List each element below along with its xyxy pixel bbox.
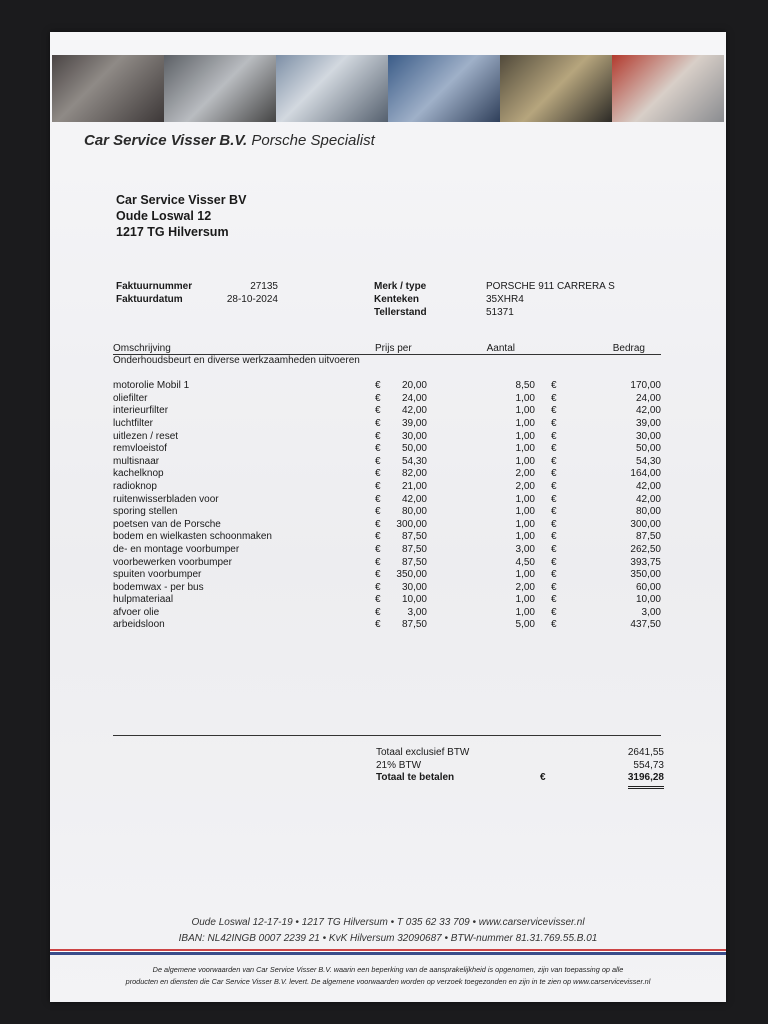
footer-address-line: Oude Loswal 12-17-19 • 1217 TG Hilversum • T 035 62 33 709 • www.carservicevisser.nl [191, 917, 585, 928]
col-quantity: Aantal [427, 342, 551, 355]
item-description: voorbewerken voorbumper [113, 556, 232, 568]
engine-photo-4 [388, 55, 500, 122]
vehicle-values [486, 280, 615, 319]
cell-spacer [535, 582, 551, 595]
cell-spacer [535, 569, 551, 582]
item-quantity: 1,00 [515, 594, 535, 606]
table-row [113, 456, 661, 469]
item-quantity: 8,50 [515, 380, 535, 392]
item-amount-currency: € [551, 493, 557, 505]
cell-spacer [535, 607, 551, 620]
table-row [113, 519, 661, 532]
item-amount-currency: € [551, 531, 557, 543]
item-price-currency: € [375, 380, 381, 392]
vehicle-odometer-label: Tellerstand [374, 307, 427, 318]
item-unit-price: 82,00 [401, 468, 427, 480]
recipient-address [116, 192, 246, 240]
company-footer [50, 915, 726, 947]
table-row [113, 569, 661, 582]
invoice-sheet [50, 32, 726, 1002]
item-quantity: 2,00 [515, 480, 535, 492]
grand-total-label: Totaal te betalen [376, 772, 455, 783]
cell-spacer [535, 431, 551, 444]
col-amount: Bedrag [551, 342, 661, 355]
cell-spacer [535, 481, 551, 494]
table-row [113, 582, 661, 595]
engine-photo-1 [52, 55, 164, 122]
item-quantity: 5,00 [515, 619, 535, 631]
cell-spacer [535, 594, 551, 607]
item-amount: 164,00 [630, 468, 661, 480]
cell-spacer [535, 468, 551, 481]
item-amount-currency: € [551, 405, 557, 417]
item-quantity: 1,00 [515, 531, 535, 543]
item-quantity: 3,00 [515, 543, 535, 555]
item-amount: 60,00 [635, 581, 661, 593]
item-price-currency: € [375, 493, 381, 505]
intro-row [113, 355, 661, 368]
table-row [113, 481, 661, 494]
engine-photo-banner [52, 55, 724, 122]
item-amount-currency: € [551, 468, 557, 480]
item-description: radioknop [113, 480, 157, 492]
col-description: Omschrijving [113, 342, 375, 355]
item-quantity: 1,00 [515, 430, 535, 442]
table-row [113, 405, 661, 418]
item-quantity: 1,00 [515, 569, 535, 581]
table-row [113, 531, 661, 544]
item-unit-price: 42,00 [401, 405, 427, 417]
item-amount-currency: € [551, 392, 557, 404]
item-amount-currency: € [551, 455, 557, 467]
cell-spacer [535, 456, 551, 469]
item-description: ruitenwisserbladen voor [113, 493, 219, 505]
item-description: poetsen van de Porsche [113, 518, 221, 530]
item-amount: 42,00 [635, 493, 661, 505]
vehicle-plate: 35XHR4 [486, 294, 524, 305]
item-unit-price: 87,50 [401, 619, 427, 631]
item-amount-currency: € [551, 581, 557, 593]
cell-spacer [535, 519, 551, 532]
item-amount-currency: € [551, 443, 557, 455]
cell-spacer [535, 544, 551, 557]
table-row [113, 594, 661, 607]
item-price-currency: € [375, 417, 381, 429]
item-price-currency: € [375, 581, 381, 593]
item-description: bodemwax - per bus [113, 581, 204, 593]
item-amount: 80,00 [635, 506, 661, 518]
invoice-number: 27135 [250, 281, 278, 292]
item-description: uitlezen / reset [113, 430, 179, 442]
cell-spacer [535, 418, 551, 431]
subtotal-label: Totaal exclusief BTW [376, 747, 470, 758]
item-unit-price: 300,00 [396, 518, 427, 530]
item-price-currency: € [375, 430, 381, 442]
vehicle-make: PORSCHE 911 CARRERA S [486, 281, 615, 292]
engine-photo-6 [612, 55, 724, 122]
address-line: Car Service Visser BV [116, 193, 247, 207]
item-amount-currency: € [551, 430, 557, 442]
table-row [113, 619, 661, 632]
item-unit-price: 87,50 [401, 543, 427, 555]
item-price-currency: € [375, 443, 381, 455]
vat-value: 554,73 [633, 759, 664, 771]
item-price-currency: € [375, 556, 381, 568]
invoice-number-label: Faktuurnummer [116, 281, 193, 292]
item-amount-currency: € [551, 606, 557, 618]
item-unit-price: 24,00 [401, 392, 427, 404]
item-quantity: 1,00 [515, 405, 535, 417]
item-description: luchtfilter [113, 417, 154, 429]
footer-bank-line: IBAN: NL42INGB 0007 2239 21 • KvK Hilversum 32090687 • BTW-nummer 81.31.769.55.B.01 [178, 933, 598, 944]
item-amount: 350,00 [630, 569, 661, 581]
table-row [113, 443, 661, 456]
item-amount: 262,50 [630, 543, 661, 555]
address-line: Oude Loswal 12 [116, 209, 212, 223]
item-amount: 437,50 [630, 619, 661, 631]
item-description: remvloeistof [113, 443, 167, 455]
item-unit-price: 3,00 [407, 606, 427, 618]
item-price-currency: € [375, 468, 381, 480]
item-unit-price: 42,00 [401, 493, 427, 505]
item-quantity: 1,00 [515, 417, 535, 429]
item-amount: 24,00 [635, 392, 661, 404]
item-price-currency: € [375, 392, 381, 404]
item-amount-currency: € [551, 518, 557, 530]
invoice-meta-values [224, 280, 278, 306]
item-description: kachelknop [113, 468, 164, 480]
item-price-currency: € [375, 506, 381, 518]
item-quantity: 1,00 [515, 506, 535, 518]
subtotal-value: 2641,55 [627, 747, 664, 758]
item-amount-currency: € [551, 543, 557, 555]
item-quantity: 4,50 [515, 556, 535, 568]
item-amount-currency: € [551, 594, 557, 606]
item-unit-price: 350,00 [396, 569, 427, 581]
table-row [113, 557, 661, 570]
grand-total-currency: € [540, 772, 546, 783]
item-quantity: 1,00 [515, 493, 535, 505]
cell-spacer [535, 393, 551, 406]
item-description: sporing stellen [113, 506, 178, 518]
invoice-date: 28-10-2024 [226, 294, 278, 305]
item-unit-price: 80,00 [401, 506, 427, 518]
table-row [113, 506, 661, 519]
footer-stripe [50, 949, 726, 955]
cell-spacer [535, 506, 551, 519]
item-amount: 393,75 [630, 556, 661, 568]
item-unit-price: 50,00 [401, 443, 427, 455]
item-unit-price: 39,00 [401, 417, 427, 429]
item-amount: 30,00 [635, 430, 661, 442]
item-description: de- en montage voorbumper [113, 543, 240, 555]
item-price-currency: € [375, 543, 381, 555]
table-row [113, 393, 661, 406]
item-quantity: 1,00 [515, 518, 535, 530]
item-quantity: 1,00 [515, 455, 535, 467]
item-price-currency: € [375, 480, 381, 492]
company-tagline: Porsche Specialist [251, 132, 375, 149]
item-quantity: 1,00 [515, 606, 535, 618]
item-unit-price: 87,50 [401, 531, 427, 543]
item-amount-currency: € [551, 619, 557, 631]
company-name: Car Service Visser B.V. [84, 132, 248, 149]
item-price-currency: € [375, 606, 381, 618]
totals-divider [113, 735, 661, 736]
grand-total-row [376, 772, 664, 789]
table-row [113, 431, 661, 444]
item-description: arbeidsloon [113, 619, 165, 631]
item-amount: 87,50 [635, 531, 661, 543]
vat-label: 21% BTW [376, 759, 422, 771]
item-unit-price: 10,00 [401, 594, 427, 606]
cell-spacer [535, 380, 551, 393]
table-header-row [113, 342, 661, 355]
item-description: interieurfilter [113, 405, 169, 417]
item-amount-currency: € [551, 569, 557, 581]
item-description: oliefilter [113, 392, 148, 404]
address-line: 1217 TG Hilversum [116, 225, 229, 239]
item-price-currency: € [375, 531, 381, 543]
item-amount: 170,00 [630, 380, 661, 392]
item-price-currency: € [375, 594, 381, 606]
table-row [113, 607, 661, 620]
item-amount: 54,30 [635, 455, 661, 467]
totals-block [376, 747, 664, 789]
table-row [113, 494, 661, 507]
table-row [113, 544, 661, 557]
item-quantity: 1,00 [515, 443, 535, 455]
vehicle-labels [374, 280, 427, 319]
item-unit-price: 30,00 [401, 581, 427, 593]
terms-notice [50, 964, 726, 988]
item-price-currency: € [375, 518, 381, 530]
item-quantity: 2,00 [515, 581, 535, 593]
invoice-date-label: Faktuurdatum [116, 294, 183, 305]
company-header [84, 132, 375, 149]
terms-line-2: producten en diensten die Car Service Visser B.V. levert. De algemene voorwaarden worden op verzoek toegezonden en zijn in te zien op www.carservicevisser.nl [125, 977, 651, 986]
item-description: afvoer olie [113, 606, 160, 618]
invoice-meta-labels [116, 280, 192, 306]
item-amount-currency: € [551, 556, 557, 568]
item-quantity: 2,00 [515, 468, 535, 480]
engine-photo-2 [164, 55, 276, 122]
item-description: hulpmateriaal [113, 594, 174, 606]
item-amount: 3,00 [641, 606, 661, 618]
intro-text: Onderhoudsbeurt en diverse werkzaamheden uitvoeren [113, 355, 360, 366]
cell-spacer [535, 557, 551, 570]
item-amount-currency: € [551, 506, 557, 518]
vehicle-make-label: Merk / type [374, 281, 427, 292]
vehicle-odometer: 51371 [486, 307, 514, 318]
item-unit-price: 54,30 [401, 455, 427, 467]
item-amount: 10,00 [635, 594, 661, 606]
item-description: spuiten voorbumper [113, 569, 202, 581]
subtotal-row [376, 747, 664, 760]
table-row [113, 380, 661, 393]
item-description: multisnaar [113, 455, 160, 467]
vat-row [376, 760, 664, 773]
table-row [113, 418, 661, 431]
spacer-row [113, 368, 661, 381]
item-unit-price: 20,00 [401, 380, 427, 392]
cell-spacer [535, 405, 551, 418]
item-quantity: 1,00 [515, 392, 535, 404]
cell-spacer [535, 494, 551, 507]
vehicle-plate-label: Kenteken [374, 294, 420, 305]
item-unit-price: 30,00 [401, 430, 427, 442]
item-price-currency: € [375, 619, 381, 631]
item-price-currency: € [375, 405, 381, 417]
item-description: bodem en wielkasten schoonmaken [113, 531, 272, 543]
item-unit-price: 87,50 [401, 556, 427, 568]
engine-photo-5 [500, 55, 612, 122]
item-unit-price: 21,00 [401, 480, 427, 492]
item-amount-currency: € [551, 480, 557, 492]
item-amount-currency: € [551, 380, 557, 392]
item-price-currency: € [375, 569, 381, 581]
item-amount: 42,00 [635, 480, 661, 492]
grand-total-value: 3196,28 [628, 772, 664, 789]
cell-spacer [535, 619, 551, 632]
item-amount: 42,00 [635, 405, 661, 417]
item-description: motorolie Mobil 1 [113, 380, 190, 392]
cell-spacer [535, 443, 551, 456]
item-amount-currency: € [551, 417, 557, 429]
terms-line-1: De algemene voorwaarden van Car Service Visser B.V. waarin een beperking van de aansprakelijkheid is opgenomen, zijn van toepassing op alle [152, 965, 624, 974]
engine-photo-3 [276, 55, 388, 122]
cell-spacer [535, 531, 551, 544]
line-items-table [113, 342, 661, 632]
item-price-currency: € [375, 455, 381, 467]
col-unit-price: Prijs per [375, 342, 427, 355]
item-amount: 50,00 [635, 443, 661, 455]
item-amount: 300,00 [630, 518, 661, 530]
table-row [113, 468, 661, 481]
item-amount: 39,00 [635, 417, 661, 429]
